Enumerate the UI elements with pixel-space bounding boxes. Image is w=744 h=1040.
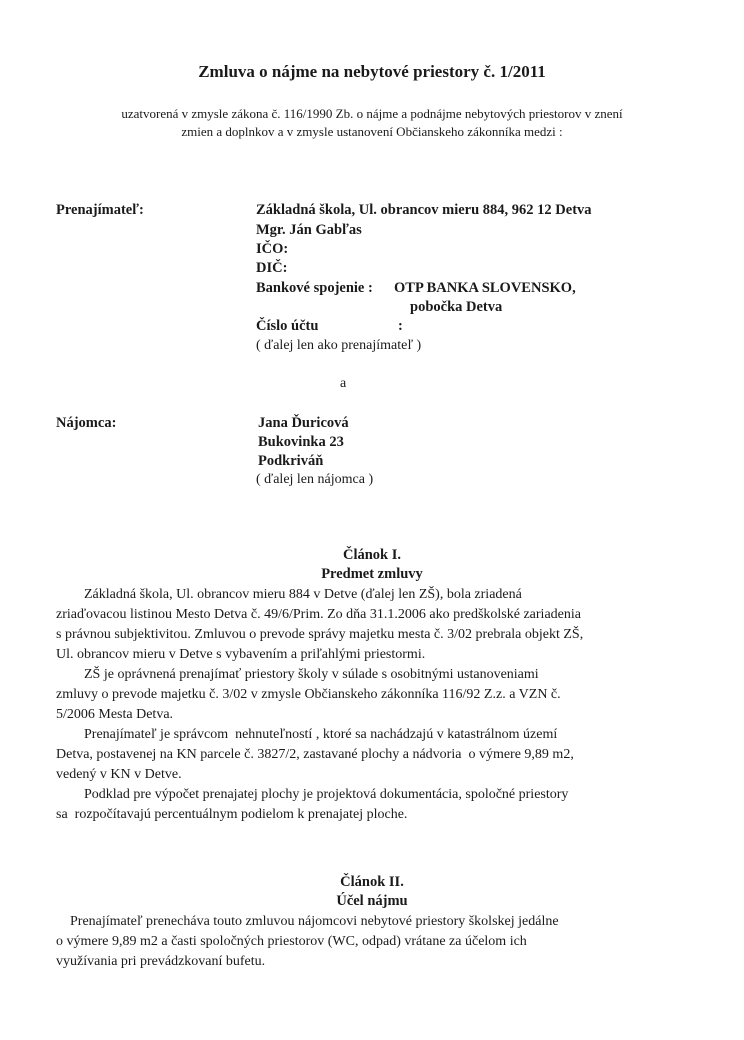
article-1-line: vedený v KN v Detve. (56, 767, 182, 782)
article-1-line: s právnou subjektivitou. Zmluvou o prevode správy majetku mesta č. 3/02 prebrala objekt ZŠ, (56, 627, 584, 642)
article-1-heading: Predmet zmluvy (321, 566, 423, 582)
bank-name: OTP BANKA SLOVENSKO, (394, 280, 576, 296)
article-1-line: 5/2006 Mesta Detva. (56, 707, 174, 722)
tenant-label: Nájomca: (56, 415, 117, 431)
landlord-ico: IČO: (256, 241, 289, 257)
article-1-line: zriaďovacou listinou Mesto Detva č. 49/6/Prim. Zo dňa 31.1.2006 ako predškolské zariadenia (56, 607, 581, 622)
account-label: Číslo účtu (256, 318, 319, 334)
landlord-line-1: Základná škola, Ul. obrancov mieru 884, 962 12 Detva (256, 202, 592, 218)
tenant-town: Podkriváň (258, 453, 324, 469)
article-1-line: Ul. obrancov mieru v Detve s vybavením a priľahlými priestormi. (56, 647, 426, 662)
tenant-street: Bukovinka 23 (258, 434, 344, 450)
article-1-line: sa rozpočítavajú percentuálnym podielom k prenajatej ploche. (56, 807, 408, 822)
landlord-representative: Mgr. Ján Gabľas (256, 222, 362, 238)
account-colon: : (398, 318, 403, 334)
tenant-alias: ( ďalej len nájomca ) (256, 472, 374, 487)
article-1-body (56, 585, 692, 825)
article-1-line: Základná škola, Ul. obrancov mieru 884 v Detve (ďalej len ZŠ), bola zriadená (56, 587, 522, 602)
article-2-line: Prenajímateľ prenecháva touto zmluvou nájomcovi nebytové priestory školskej jedálne (56, 914, 559, 929)
bank-label: Bankové spojenie : (256, 280, 373, 296)
article-1-number: Článok I. (342, 547, 402, 563)
article-1-line: Podklad pre výpočet prenajatej plochy je projektová dokumentácia, spoločné priestory (56, 787, 569, 802)
article-2-line: využívania pri prevádzkovaní bufetu. (56, 954, 266, 969)
article-1-line: zmluvy o prevode majetku č. 3/02 v zmysle Občianskeho zákonníka 116/92 Z.z. a VZN č. (56, 687, 561, 702)
landlord-alias: ( ďalej len ako prenajímateľ ) (256, 338, 422, 353)
article-2-body (56, 912, 692, 972)
article-1-line: ZŠ je oprávnená prenajímať priestory školy v súlade s osobitnými ustanoveniami (56, 667, 539, 682)
article-2-line: o výmere 9,89 m2 a časti spoločných priestorov (WC, odpad) vrátane za účelom ich (56, 934, 527, 949)
landlord-dic: DIČ: (256, 260, 288, 276)
document-title: Zmluva o nájme na nebytové priestory č. 1/2011 (198, 62, 546, 81)
article-1-line: Prenajímateľ je správcom nehnuteľností , ktoré sa nachádzajú v katastrálnom území (56, 727, 558, 742)
intro-line-1: uzatvorená v zmysle zákona č. 116/1990 Zb. o nájme a podnájme nebytových priestorov v znení (121, 106, 623, 121)
conjunction: a (340, 376, 347, 391)
tenant-name: Jana Ďuricová (258, 415, 349, 431)
intro-line-2: zmien a doplnkov a v zmysle ustanovení Občianskeho zákonníka medzi : (181, 124, 563, 139)
article-2-heading: Účel nájmu (336, 893, 408, 909)
article-1-line: Detva, postavenej na KN parcele č. 3827/2, zastavané plochy a nádvoria o výmere 9,89 m2, (56, 747, 574, 762)
article-2-number: Článok II. (340, 874, 404, 890)
landlord-label: Prenajímateľ: (56, 202, 144, 218)
bank-branch: pobočka Detva (410, 299, 503, 315)
